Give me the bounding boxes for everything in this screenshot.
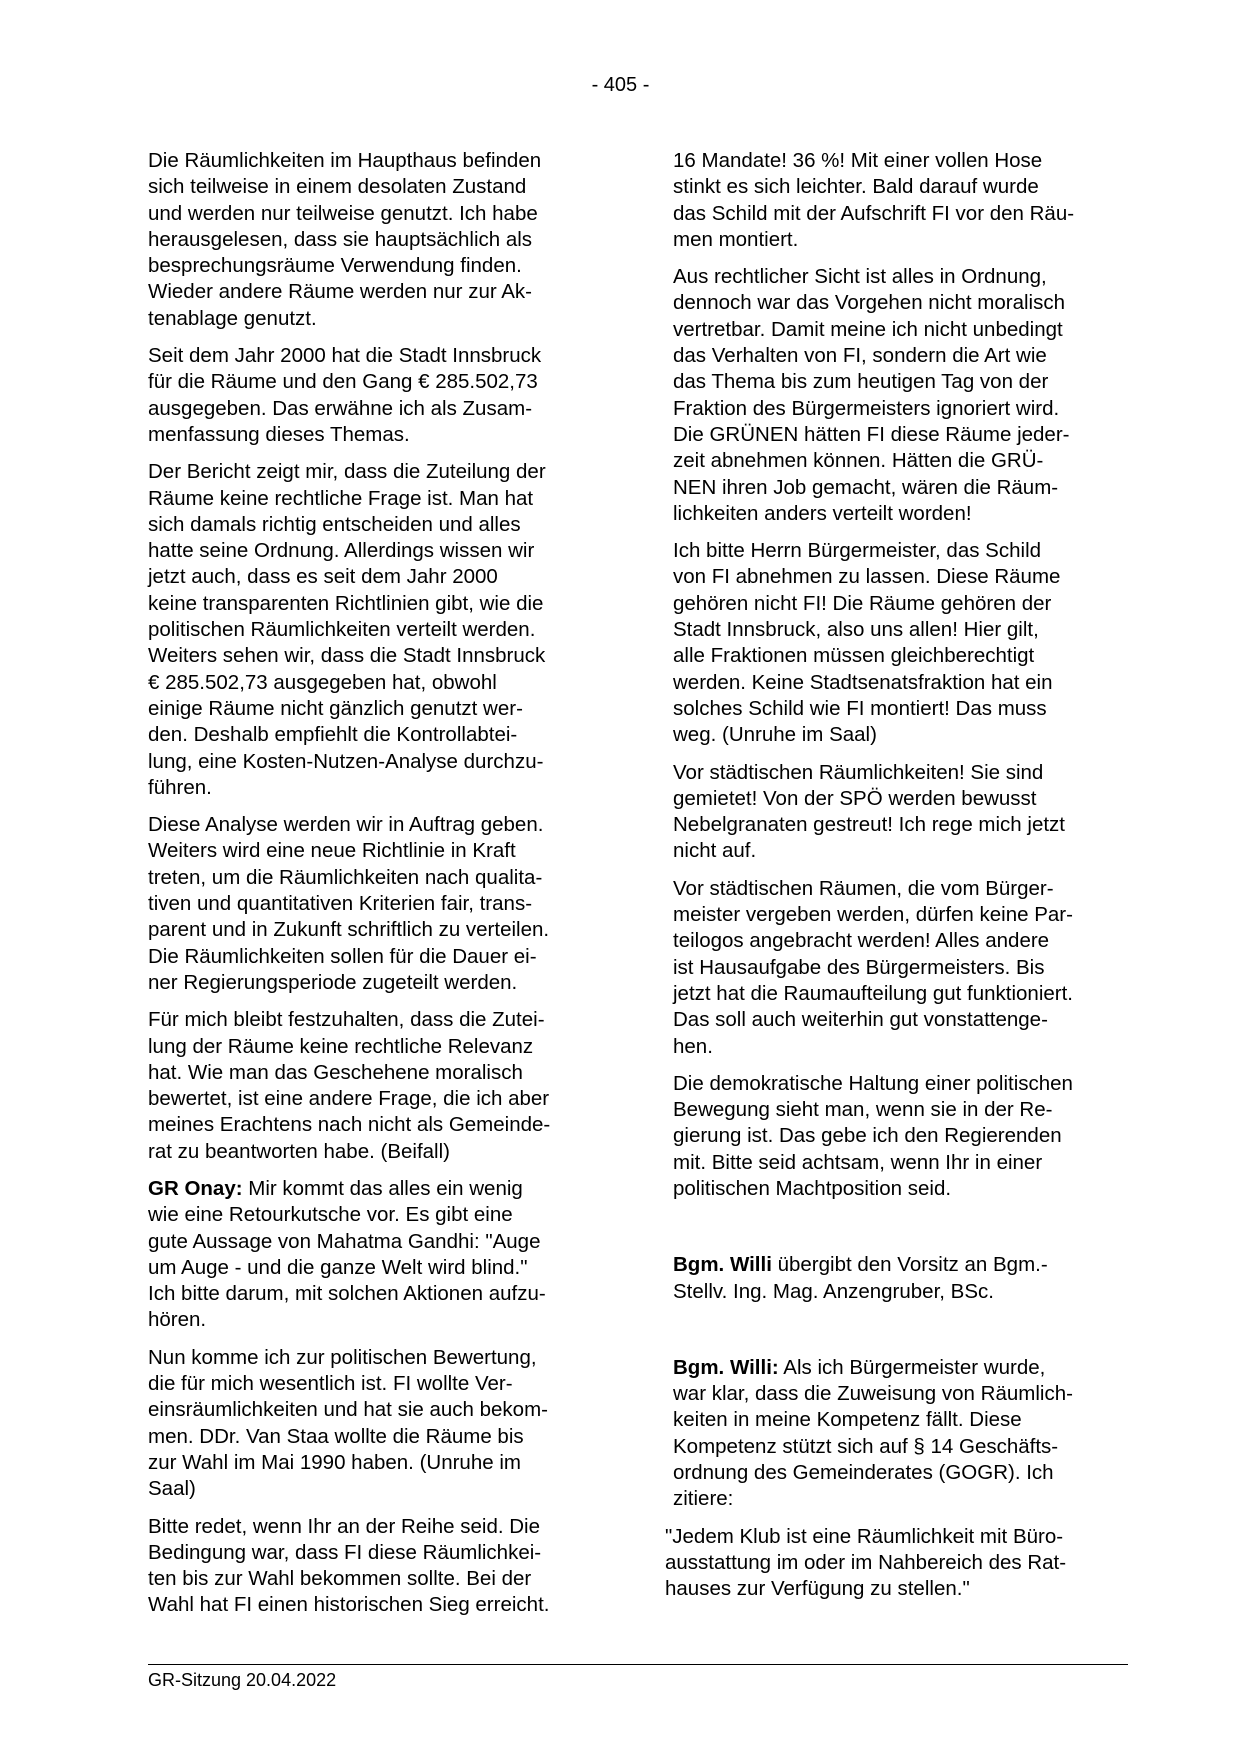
paragraph: Seit dem Jahr 2000 hat die Stadt Innsbruck für die Räume und den Gang € 285.502,73 ausgegeben. Das erwähne ich als Zusam- menfassung dieses Themas. [148,344,542,446]
paragraph: Diese Analyse werden wir in Auftrag geben. Weiters wird eine neue Richtlinie in Kraft treten, um die Räumlichkeiten nach qualita- tiven und quantitativen Kriterien fair, trans- parent und in Zukunft schriftlich zu verteilen. Die Räumlichkeiten sollen für die Dauer ei- ner Regierungsperiode zugeteilt werden. [148,813,550,994]
paragraph: Aus rechtlicher Sicht ist alles in Ordnung, dennoch war das Vorgehen nicht moralisch vertretbar. Damit meine ich nicht unbedingt das Verhalten von FI, sondern die Art wie das Thema bis zum heutigen Tag von der Fraktion des Bürgermeisters ignoriert wird. Die GRÜNEN hätten FI diese Räume jeder- zeit abnehmen können. Hätten die GRÜ- NEN ihren Job gemacht, wären die Räum- lichkeiten anders verteilt worden! [673,265,1070,525]
paragraph: Für mich bleibt festzuhalten, dass die Zutei- lung der Räume keine rechtliche Relevanz hat. Wie man das Geschehene moralisch bewertet, ist eine andere Frage, die ich aber meines Erachtens nach nicht als Gemeinde- rat zu beantworten habe. (Beifall) [148,1008,551,1163]
paragraph: Der Bericht zeigt mir, dass die Zuteilung der Räume keine rechtliche Frage ist. Man hat sich damals richtig entscheiden und alles hatte seine Ordnung. Allerdings wissen wir jetzt auch, dass es seit dem Jahr 2000 keine transparenten Richtlinien gibt, wie die politischen Räumlichkeiten verteilt werden. Weiters sehen wir, dass die Stadt Innsbruck € 285.502,73 ausgegeben hat, obwohl einige Räume nicht gänzlich genutzt wer- den. Deshalb empfiehlt die Kontrollabtei- lung, eine Kosten-Nutzen-Analyse durchzu- führen. [148,460,546,799]
footer-session-date: GR-Sitzung 20.04.2022 [148,1670,337,1690]
paragraph: 16 Mandate! 36 %! Mit einer vollen Hose stinkt es sich leichter. Bald darauf wurde das Schild mit der Aufschrift FI vor den Räu- men montiert. [673,149,1075,251]
left-column [148,148,598,1630]
footer-divider [148,1664,1128,1665]
speaker-name: Bgm. Willi [673,1253,772,1277]
paragraph: Die Räumlichkeiten im Haupthaus befinden sich teilweise in einem desolaten Zustand und werden nur teilweise genutzt. Ich habe herausgelesen, dass sie hauptsächlich als besprechungsräume Verwendung finden. Wieder andere Räume werden nur zur Ak- tenablage genutzt. [148,149,542,330]
speech-paragraph [673,1355,1128,1513]
speech-text: Mir kommt das alles ein wenig wie eine Retourkutsche vor. Es gibt eine gute Aussage von Mahatma Gandhi: "Auge um Auge - und die ganze Welt wird blind." Ich bitte darum, mit solchen Aktionen aufzu- hören. [148,1176,546,1332]
paragraph: Vor städtischen Räumen, die vom Bürger- meister vergeben werden, dürfen keine Par- teilogos angebracht werden! Alles andere ist Hausaufgabe des Bürgermeisters. Bis jetzt hat die Raumaufteilung gut funktioniert. Das soll auch weiterhin gut vonstattenge- hen. [673,876,1073,1058]
speech-text: Als ich Bürgermeister wurde, war klar, dass die Zuweisung von Räumlich- keiten in meine Kompetenz fällt. Diese Kompetenz stützt sich auf § 14 Geschäfts- ordnung des Gemeinderates (GOGR). Ich zitiere: [673,1355,1073,1511]
paragraph: Die demokratische Haltung einer politischen Bewegung sieht man, wenn sie in der Re- gierung ist. Das gebe ich den Regierenden mit. Bitte seid achtsam, wenn Ihr in einer politischen Machtposition seid. [673,1071,1073,1200]
paragraph: Vor städtischen Räumlichkeiten! Sie sind gemietet! Von der SPÖ werden bewusst Nebelgranaten gestreut! Ich rege mich jetzt nicht auf. [673,760,1065,863]
note-text: übergibt den Vorsitz an Bgm.- Stellv. Ing. Mag. Anzengruber, BSc. [673,1253,1048,1303]
right-column [665,148,1128,1614]
quotation: "Jedem Klub ist eine Räumlichkeit mit Büro- ausstattung im oder im Nahbereich des Rat- hauses zur Verfügung zu stellen." [665,1524,1067,1601]
paragraph: Bitte redet, wenn Ihr an der Reihe seid. Die Bedingung war, dass FI diese Räumlichkei- ten bis zur Wahl bekommen sollte. Bei der Wahl hat FI einen historischen Sieg erreicht. [148,1514,550,1617]
speaker-name: GR Onay: [148,1176,243,1200]
procedural-note [673,1252,1128,1305]
page-number: - 405 - [591,74,650,96]
paragraph: Nun komme ich zur politischen Bewertung, die für mich wesentlich ist. FI wollte Ver- einsräumlichkeiten und hat sie auch bekom- men. DDr. Van Staa wollte die Räume bis zur Wahl im Mai 1990 haben. (Unruhe im Saal) [148,1345,548,1501]
paragraph: Ich bitte Herrn Bürgermeister, das Schild von FI abnehmen zu lassen. Diese Räume gehören nicht FI! Die Räume gehören der Stadt Innsbruck, also uns allen! Hier gilt, alle Fraktionen müssen gleichberechtigt werden. Keine Stadtsenatsfraktion hat ein solches Schild wie FI montiert! Das muss weg. (Unruhe im Saal) [673,539,1061,747]
speech-paragraph [148,1176,598,1334]
speaker-name: Bgm. Willi: [673,1355,779,1379]
